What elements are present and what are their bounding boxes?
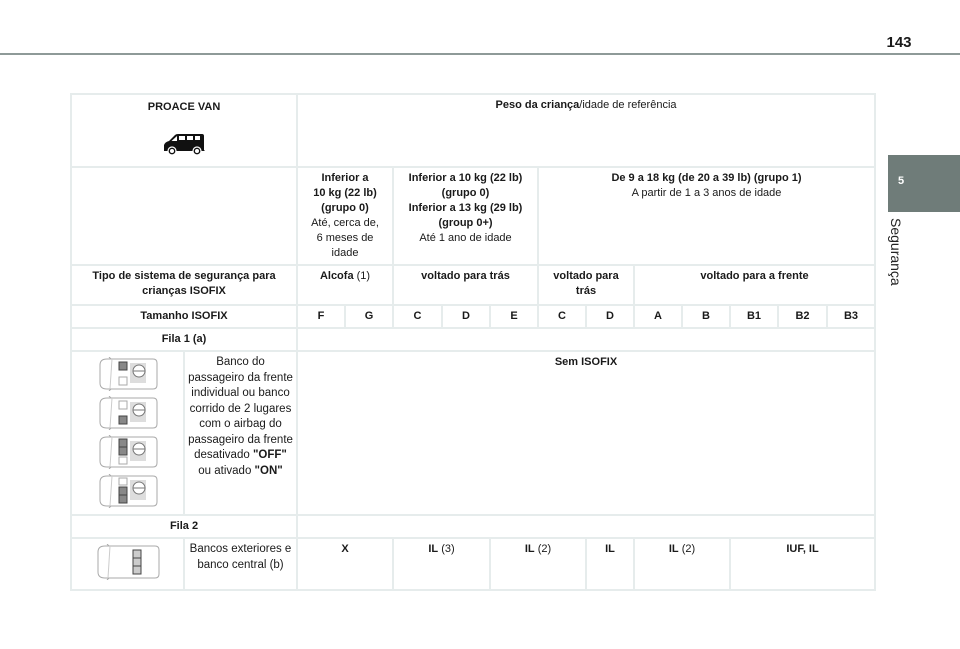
row1-label: Fila 1 (a) [71, 328, 297, 351]
row2-label-row [71, 515, 875, 538]
value-note: (2) [534, 543, 552, 555]
weight-header-normal: /idade de referência [579, 99, 677, 111]
size-cell: G [345, 305, 393, 328]
empty-cell [297, 328, 875, 351]
row2-content-row [71, 538, 875, 590]
header-rule [0, 53, 960, 55]
seat-layout-front-bench-icon [97, 474, 159, 508]
row2-value [297, 538, 393, 590]
chapter-title: Segurança [888, 218, 904, 286]
row2-value [586, 538, 634, 590]
type-bold: Alcofa [319, 270, 354, 282]
weight-group-0 [297, 167, 393, 265]
value-bold: IL [428, 543, 439, 555]
vehicle-name: PROACE VAN [147, 101, 221, 113]
label-line: crianças ISOFIX [142, 285, 226, 297]
on-label: "ON" [254, 464, 283, 477]
row2-value [634, 538, 730, 590]
header-row [71, 94, 875, 167]
isofix-table [70, 93, 876, 591]
size-cell: A [634, 305, 682, 328]
value-bold: IUF, IL [786, 543, 819, 555]
system-type-rear-facing-2: voltado para trás [538, 265, 634, 305]
size-cell: B [682, 305, 730, 328]
chapter-number: 5 [898, 175, 905, 187]
empty-cell [71, 167, 297, 265]
van-icon [162, 132, 206, 156]
chapter-tab[interactable] [888, 155, 960, 212]
weight-line: Inferior a [321, 172, 369, 184]
weight-header-bold: Peso da criança [495, 99, 580, 111]
size-cell: C [393, 305, 442, 328]
page-number: 143 [886, 34, 912, 51]
row2-description: Bancos exteriores e banco central (b) [184, 538, 297, 590]
weight-line: (group 0+) [438, 217, 493, 229]
row1-content-row [71, 351, 875, 515]
isofix-size-label: Tamanho ISOFIX [71, 305, 297, 328]
weight-group-2 [538, 167, 875, 265]
row1-description [184, 351, 297, 515]
row2-label: Fila 2 [71, 515, 297, 538]
age-line: idade [331, 247, 359, 259]
seat-layout-front-passenger-icon [97, 396, 159, 430]
system-type-bassinet [297, 265, 393, 305]
weight-line: Inferior a 10 kg (22 lb) [408, 172, 523, 184]
weight-line: Inferior a 13 kg (29 lb) [408, 202, 523, 214]
age-line: Até 1 ano de idade [419, 232, 512, 244]
chapter-label [888, 218, 918, 308]
value-bold: X [341, 543, 349, 555]
system-type-label [71, 265, 297, 305]
system-type-rear-facing: voltado para trás [393, 265, 538, 305]
value-bold: IL [605, 543, 615, 555]
value-note: (3) [438, 543, 455, 555]
row1-layouts [71, 351, 184, 515]
size-cell: B1 [730, 305, 778, 328]
value-bold: IL [668, 543, 679, 555]
size-cell: B2 [778, 305, 827, 328]
size-cell: F [297, 305, 345, 328]
value-bold: IL [524, 543, 535, 555]
seat-layout-front-bench-icon [97, 435, 159, 469]
seat-layout-row2-icon [95, 544, 161, 580]
size-cell: D [586, 305, 634, 328]
weight-group-1 [393, 167, 538, 265]
size-cell: B3 [827, 305, 875, 328]
row2-value [393, 538, 490, 590]
row2-layout [71, 538, 184, 590]
weight-line: (grupo 0) [321, 202, 369, 214]
age-line: Até, cerca de, [311, 217, 379, 229]
isofix-size-row [71, 305, 875, 328]
row1-value: Sem ISOFIX [297, 351, 875, 515]
weight-header-cell [297, 94, 875, 167]
description-text: Banco do passageiro da frente individual ou banco corrido de 2 lugares com o airbag do passageiro da frente desativado [188, 356, 293, 461]
vehicle-cell [71, 94, 297, 167]
age-line: A partir de 1 a 3 anos de idade [631, 187, 782, 199]
label-line: Tipo de sistema de segurança para [92, 270, 276, 282]
weight-line: 10 kg (22 lb) [313, 187, 377, 199]
system-type-forward-facing: voltado para a frente [634, 265, 875, 305]
type-note: (1) [353, 270, 371, 282]
size-cell: C [538, 305, 586, 328]
seat-layout-front-passenger-icon [97, 357, 159, 391]
empty-cell [297, 515, 875, 538]
row2-value [730, 538, 875, 590]
row1-label-row [71, 328, 875, 351]
off-label: "OFF" [252, 449, 287, 461]
age-line: 6 meses de [316, 232, 374, 244]
weight-groups-row [71, 167, 875, 265]
size-cell: E [490, 305, 538, 328]
weight-line: (grupo 0) [441, 187, 490, 199]
weight-line: De 9 a 18 kg (de 20 a 39 lb) (grupo 1) [611, 172, 802, 184]
description-text: ou ativado [198, 464, 255, 477]
value-note: (2) [678, 543, 696, 555]
size-cell: D [442, 305, 490, 328]
system-type-row [71, 265, 875, 305]
row2-value [490, 538, 586, 590]
